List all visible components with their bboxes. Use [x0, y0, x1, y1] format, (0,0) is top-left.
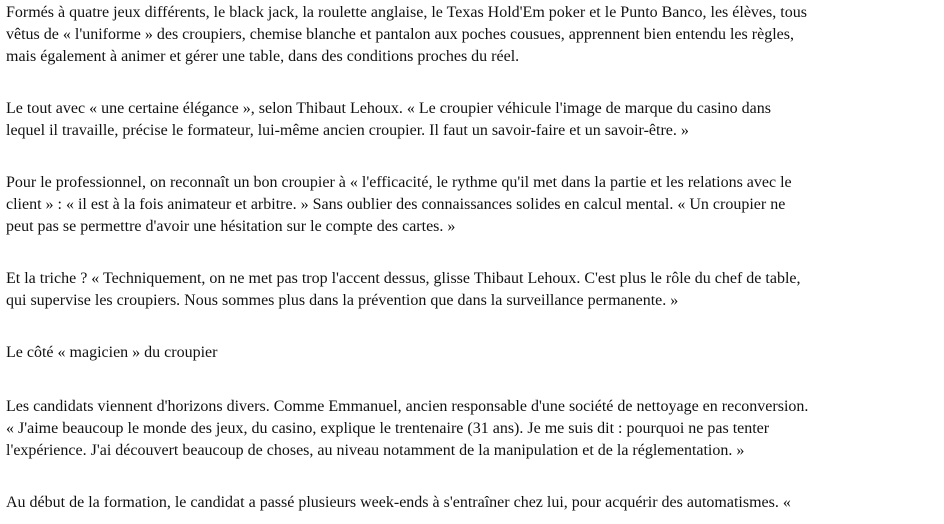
text-line: client » : « il est à la fois animateur et arbitre. » Sans oublier des connaissances solides en calcul mental. « Un croupier ne — [6, 196, 786, 213]
text-line: mais également à animer et gérer une table, dans des conditions proches du réel. — [6, 48, 520, 65]
paragraph-2 — [6, 98, 938, 142]
paragraph-4 — [6, 268, 938, 312]
paragraph-5 — [6, 396, 938, 462]
text-line: Formés à quatre jeux différents, le black jack, la roulette anglaise, le Texas Hold'Em poker et le Punto Banco, les élèves, tous — [6, 4, 807, 21]
text-line: Au début de la formation, le candidat a passé plusieurs week-ends à s'entraîner chez lui, pour acquérir des automatismes. « — [6, 494, 791, 511]
subheading-text: Le côté « magicien » du croupier — [6, 344, 218, 361]
text-line: qui supervise les croupiers. Nous sommes plus dans la prévention que dans la surveillance permanente. » — [6, 292, 679, 309]
text-line: Pour le professionnel, on reconnaît un bon croupier à « l'efficacité, le rythme qu'il met dans la partie et les relations avec le — [6, 174, 792, 191]
paragraph-1 — [6, 2, 938, 68]
text-line: Le tout avec « une certaine élégance », selon Thibaut Lehoux. « Le croupier véhicule l'image de marque du casino dans — [6, 100, 771, 117]
text-line: Les candidats viennent d'horizons divers. Comme Emmanuel, ancien responsable d'une société de nettoyage en reconversion. — [6, 398, 809, 415]
text-line: lequel il travaille, précise le formateur, lui-même ancien croupier. Il faut un savoir-faire et un savoir-être. » — [6, 122, 689, 139]
text-line: Et la triche ? « Techniquement, on ne met pas trop l'accent dessus, glisse Thibaut Lehoux. C'est plus le rôle du chef de table, — [6, 270, 801, 287]
text-line: l'expérience. J'ai découvert beaucoup de choses, au niveau notamment de la manipulation et de la réglementation. » — [6, 442, 745, 459]
section-subheading — [6, 342, 938, 364]
paragraph-6 — [6, 492, 938, 514]
text-line: peut pas se permettre d'avoir une hésitation sur le compte des cartes. » — [6, 218, 456, 235]
paragraph-3 — [6, 172, 938, 238]
text-line: vêtus de « l'uniforme » des croupiers, chemise blanche et pantalon aux poches cousues, apprennent bien entendu les règles, — [6, 26, 794, 43]
text-line: « J'aime beaucoup le monde des jeux, du casino, explique le trentenaire (31 ans). Je me suis dit : pourquoi ne pas tenter — [6, 420, 770, 437]
